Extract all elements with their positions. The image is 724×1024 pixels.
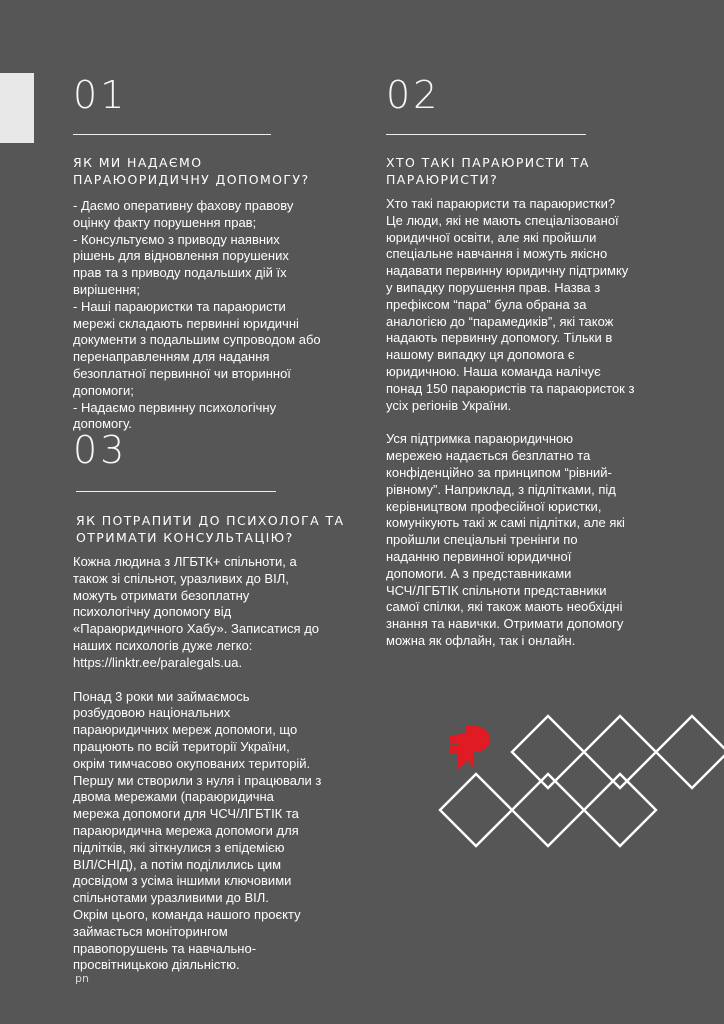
diamond-shape xyxy=(512,774,584,846)
section-body: - Даємо оперативну фахову правову оцінку факту порушення прав; - Консультуємо з приводу наявних рішень для відновлення порушених прав та з приводу подальших дій їх вирішення; - Наші параюристки та параюристи мережі складають первинні юридичні документи з подальшим супроводом або перенаправленням для надання безоплатної первинної чи вторинної допомоги; - Надаємо первинну психологічну допомогу. xyxy=(73,198,321,432)
section-02 xyxy=(386,73,686,650)
section-number: 01 xyxy=(73,73,128,117)
footer-mark: pn xyxy=(75,972,89,985)
section-heading: ЯК ПОТРАПИТИ ДО ПСИХОЛОГА ТА ОТРИМАТИ КОНСУЛЬТАЦІЮ? xyxy=(76,513,345,545)
diamond-shape xyxy=(512,716,584,788)
divider xyxy=(386,134,586,135)
section-number: 03 xyxy=(73,428,128,472)
diamond-lattice-icon xyxy=(436,712,724,852)
divider xyxy=(76,491,276,492)
section-number: 02 xyxy=(386,73,441,117)
divider xyxy=(73,134,271,135)
diamond-shape xyxy=(584,774,656,846)
diamond-shape xyxy=(656,716,724,788)
red-ribbon-p-logo-icon xyxy=(450,726,490,770)
section-03 xyxy=(73,428,363,974)
section-body: Хто такі параюристи та параюристки? Це люди, які не мають спеціалізованої юридичної освіти, але які пройшли спеціальне навчання і можуть якісно надавати первинну юридичну підтримку у випадку порушення прав. Назва з префіксом “пара” була обрана за аналогією до “парамедиків”, які також надають первинну допомогу. Тільки в нашому випадку ця допомога є юридичною. Наша команда налічує понад 150 параюристів та параюристок з усіх регіонів України. Уся підтримка параюридичною мережею надається безплатно та конфіденційно за принципом “рівний- рівному”. Наприклад, з підлітками, під керівництвом професійної юристки, комунікують такі ж самі підлітки, але які пройшли спеціальні тренінги по наданню первинної юридичної допомоги. А з представниками ЧСЧ/ЛГБТІК спільноти представники самої спілки, які також мають необхідні знання та навички. Отримати допомогу можна як офлайн, так і онлайн. xyxy=(386,196,635,648)
link-text: https://linktr.ee/paralegals.ua. xyxy=(73,654,243,670)
section-body: Кожна людина з ЛГБТК+ спільноти, а також зі спільнот, уразливих до ВІЛ, можуть отримати безоплатну психологічну допомогу від «Параюридичного Хабу». Записатися до наших психологів дуже легко: https://linktr.ee/paralegals.ua. Понад 3 роки ми займаємось розбудовою національних параюридичних мереж допомоги, що працюють по всій території України, окрім тимчасово окупованих територій. Першу ми створили з нуля і працювали з двома мережами (параюридична мережа допомоги для ЧСЧ/ЛГБТІК та параюридична мережа допомоги для підлітків, які зіткнулися з епідемією ВІЛ/СНІД), а потім поділились цим досвідом з усіма іншими ключовими спільнотами уразливими до ВІЛ. Окрім цього, команда нашого проєкту займається моніторингом правопорушень та навчально- просвітницькою діяльністю. xyxy=(73,554,363,974)
section-heading: ХТО ТАКІ ПАРАЮРИСТИ ТА ПАРАЮРИСТИ? xyxy=(386,155,590,187)
corner-tab xyxy=(0,73,34,143)
section-heading: ЯК МИ НАДАЄМО ПАРАЮОРИДИЧНУ ДОПОМОГУ? xyxy=(73,155,310,187)
diamond-shape xyxy=(440,774,512,846)
diamond-shape xyxy=(584,716,656,788)
section-01 xyxy=(73,73,353,433)
